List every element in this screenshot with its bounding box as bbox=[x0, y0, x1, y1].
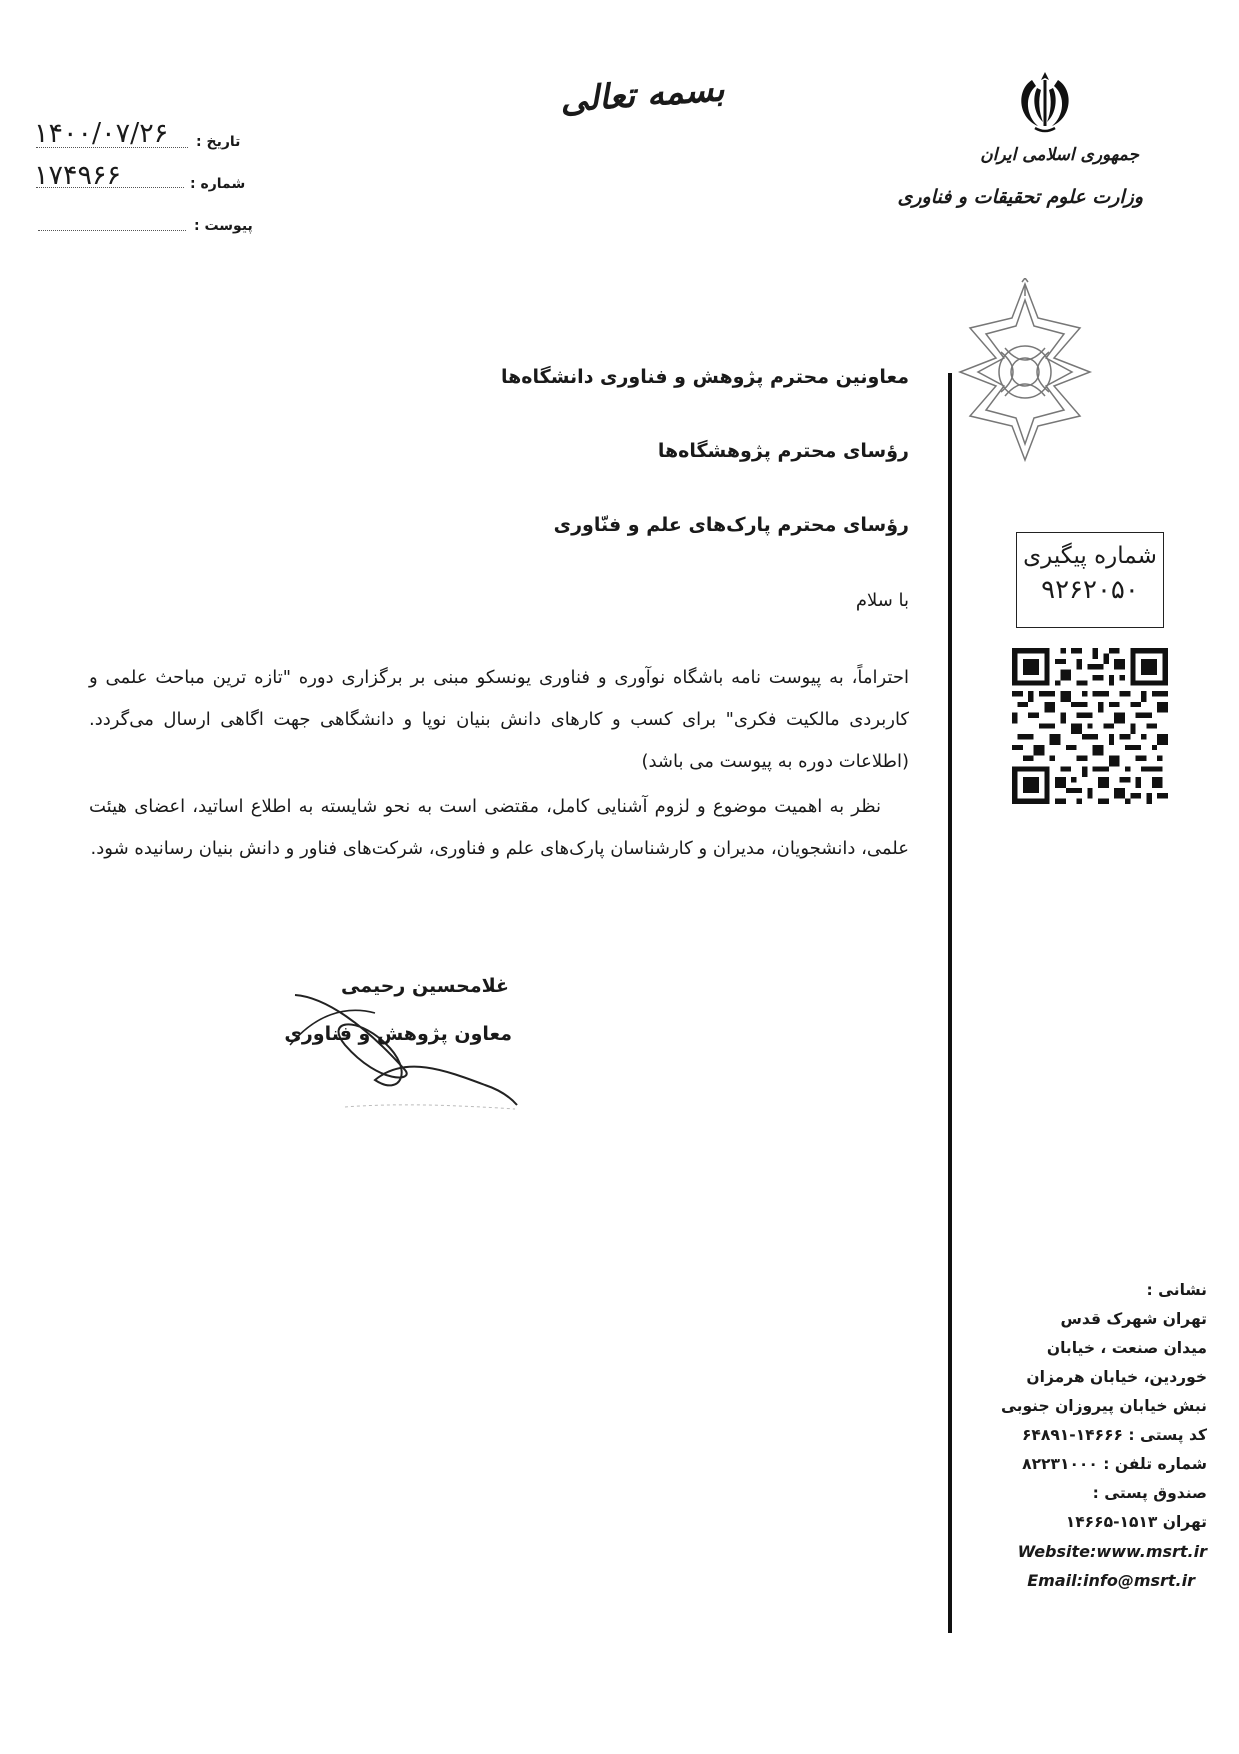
address-line-4: نبش خیابان پیروزان جنوبی bbox=[1000, 1397, 1207, 1415]
ministry-name: وزارت علوم تحقیقات و فناوری bbox=[897, 186, 1143, 208]
recipient-1: معاونین محترم پژوهش و فناوری دانشگاه‌ها bbox=[501, 366, 909, 388]
postal-code: کد پستی : ۱۴۶۶۶-۶۴۸۹۱ bbox=[1021, 1426, 1207, 1444]
recipient-2: رؤسای محترم پژوهشگاه‌ها bbox=[657, 440, 909, 462]
pobox-value: تهران ۱۵۱۳-۱۴۶۶۵ bbox=[1065, 1513, 1207, 1531]
recipient-3: رؤسای محترم پارک‌های علم و فنّاوری bbox=[553, 514, 909, 536]
date-label: تاریخ : bbox=[196, 134, 241, 150]
body-paragraph-1 bbox=[89, 657, 909, 783]
number-label: شماره : bbox=[190, 176, 246, 192]
number-value: ۱۷۴۹۶۶ bbox=[34, 160, 122, 191]
signatory-title: معاون پژوهش و فناوری bbox=[284, 1023, 512, 1045]
address-line-3: خوردین، خیابان هرمزان bbox=[1026, 1368, 1207, 1386]
ornament-icon bbox=[950, 278, 1100, 466]
bismillah-heading: بسمه تعالی bbox=[558, 69, 726, 121]
website-link[interactable]: Website:www.msrt.ir bbox=[1017, 1542, 1207, 1561]
body-paragraph-2-text: نظر به اهمیت موضوع و لزوم آشنایی کامل، مقتضی است به نحو شایسته به اطلاع اساتید، اعضای هیئت علمی، دانشجویان، مدیران و کارشناسان پارک‌های علم و فناوری، شرکت‌های فناور و دانش بنیان رسانیده شود. bbox=[89, 796, 909, 859]
greeting: با سلام bbox=[855, 590, 909, 611]
attachment-label: پیوست : bbox=[194, 218, 253, 234]
handwritten-signature bbox=[285, 985, 525, 1115]
body-paragraph-2 bbox=[89, 786, 909, 870]
address-block bbox=[1001, 1276, 1207, 1595]
tracking-box bbox=[1016, 532, 1164, 628]
address-line-2: میدان صنعت ، خیابان bbox=[1046, 1339, 1207, 1357]
address-label: نشانی : bbox=[1146, 1281, 1207, 1299]
vertical-divider bbox=[948, 373, 952, 1633]
date-value: ۱۴۰۰/۰۷/۲۶ bbox=[34, 118, 169, 149]
ministry-country: جمهوری اسلامی ایران bbox=[980, 145, 1139, 165]
tracking-label: شماره پیگیری bbox=[1023, 543, 1157, 569]
qr-code bbox=[1012, 648, 1168, 804]
address-line-1: تهران شهرک قدس bbox=[1060, 1310, 1207, 1328]
tracking-number: ۹۲۶۲۰۵۰ bbox=[1041, 575, 1139, 605]
attachment-line bbox=[38, 229, 186, 231]
phone-number: شماره تلفن : ۸۲۲۳۱۰۰۰ bbox=[1022, 1455, 1207, 1473]
signatory-name: غلامحسین رحیمی bbox=[340, 975, 509, 997]
pobox-label: صندوق پستی : bbox=[1092, 1484, 1207, 1502]
email-link[interactable]: Email:info@msrt.ir bbox=[1027, 1571, 1195, 1590]
body-paragraph-1-text: احتراماً، به پیوست نامه باشگاه نوآوری و فناوری یونسکو مبنی بر برگزاری دوره "تازه ترین مباحث علمی و کاربردی مالکیت فکری" برای کسب و کارهای دانش بنیان نوپا و دانشگاهی جهت اگاهی ارسال می‌گردد. (اطلاعات دوره به پیوست می باشد) bbox=[89, 667, 909, 772]
iran-emblem-icon bbox=[1010, 66, 1080, 136]
